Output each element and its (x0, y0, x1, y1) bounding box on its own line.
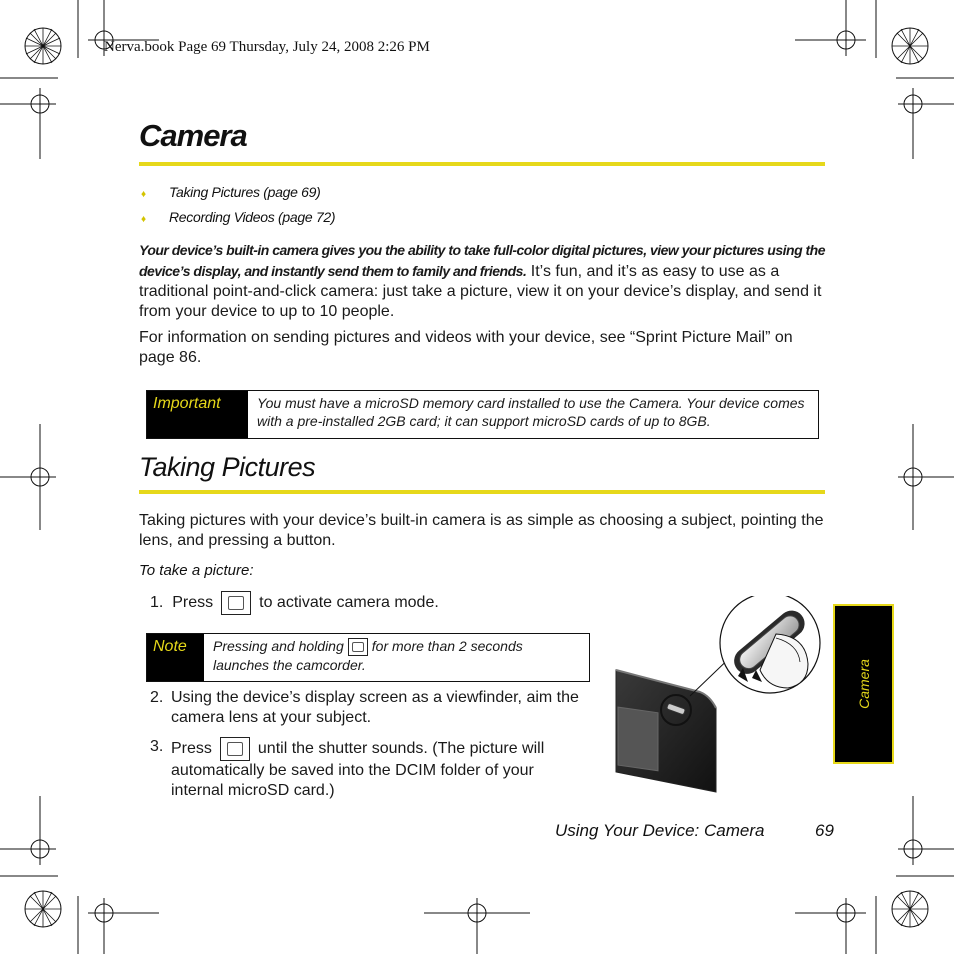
crop-header: Nerva.book Page 69 Thursday, July 24, 2008 2:26 PM (104, 39, 430, 55)
device-illustration (610, 596, 822, 798)
important-text: You must have a microSD memory card installed to use the Camera. Your device comes with a pre-installed 2GB card; it can support microSD cards of up to 8GB. (257, 395, 805, 429)
intro-lead: Your device’s built-in camera gives you the ability to take full-color digital pictures, view your pictures using the device’s display, and instantly send them to family and friends. (139, 242, 826, 279)
step-number: 3. (150, 738, 164, 755)
title-rule (139, 162, 825, 166)
note-text (204, 634, 589, 681)
section-rule (139, 490, 825, 494)
toc-item[interactable] (141, 184, 321, 200)
toc-item-label: Taking Pictures (page 69) (169, 184, 321, 200)
procedure-label: To take a picture: (139, 562, 254, 579)
step-2 (150, 688, 595, 728)
note-text-post: for more than 2 seconds launches the camcorder. (213, 638, 523, 674)
step-press: Press (171, 740, 212, 758)
step-3 (150, 737, 560, 801)
note-callout (146, 633, 590, 682)
diamond-bullet-icon: ♦ (141, 189, 146, 200)
info-paragraph: For information on sending pictures and videos with your device, see “Sprint Picture Mail” on page 86. (139, 329, 793, 366)
intro-paragraph (139, 240, 825, 322)
chapter-tab-label: Camera (855, 659, 872, 709)
camera-key-icon (220, 737, 250, 761)
diamond-bullet-icon: ♦ (141, 214, 146, 225)
camera-key-icon (221, 591, 251, 615)
note-tag: Note (147, 634, 204, 681)
important-tag: Important (147, 391, 248, 438)
footer-section: Using Your Device: Camera (555, 821, 765, 840)
section-title: Taking Pictures (139, 452, 316, 482)
toc-item-label: Recording Videos (page 72) (169, 209, 336, 225)
step-press: Press (172, 594, 214, 612)
page-title: Camera (139, 118, 247, 153)
camera-key-icon (348, 638, 368, 656)
note-text-pre: Pressing and holding (213, 638, 344, 654)
page-number: 69 (815, 821, 834, 840)
step-number: 2. (150, 689, 164, 706)
step-1 (150, 591, 439, 615)
intro-rest: It’s fun, and it’s as easy to use as a traditional point-and-click camera: just take a picture, view it on your device’s display, and send it from your device to up to 10 people. (139, 263, 822, 320)
step-number: 1. (150, 594, 164, 612)
toc-item[interactable] (141, 209, 335, 225)
step-text: to activate camera mode. (259, 594, 439, 612)
chapter-tab[interactable] (833, 604, 894, 764)
important-callout (146, 390, 819, 439)
step-text: until the shutter sounds. (The picture will automatically be saved into the DCIM folder of your internal microSD card.) (171, 740, 545, 799)
step-text: Using the device’s display screen as a viewfinder, aim the camera lens at your subject. (171, 689, 579, 726)
section-intro: Taking pictures with your device’s built-in camera is as simple as choosing a subject, pointing the lens, and pressing a button. (139, 512, 824, 549)
